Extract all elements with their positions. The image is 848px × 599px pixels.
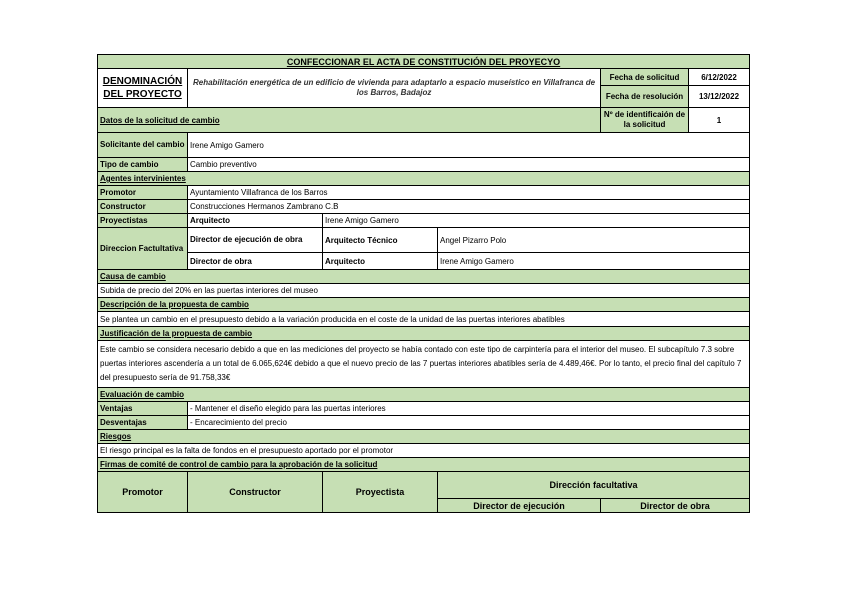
signature-proyectista: Proyectista (323, 472, 438, 513)
direccion-facultativa-label: Direccion Factultativa (98, 228, 188, 270)
cause-header: Causa de cambio (98, 270, 750, 284)
change-type-value: Cambio preventivo (188, 158, 750, 172)
risks-header: Riesgos (98, 430, 750, 444)
change-request-header: Datos de la solicitud de cambio (98, 108, 601, 133)
proposal-header: Descripción de la propuesta de cambio (98, 298, 750, 312)
applicant-value: Irene Amigo Gamero (188, 133, 750, 158)
resolution-date-label: Fecha de resolución (601, 86, 689, 108)
risks-text: El riesgo principal es la falta de fondos en el presupuesto aportado por el promotor (98, 444, 750, 458)
advantages-value: - Mantener el diseño elegido para las puertas interiores (188, 402, 750, 416)
change-type-label: Tipo de cambio (98, 158, 188, 172)
director-obra-label: Director de obra (188, 253, 323, 270)
disadvantages-value: - Encarecimiento del precio (188, 416, 750, 430)
project-description: Rehabilitación energética de un edificio de vivienda para adaptarlo a espacio museístico en Villafranca de los Barros, Badajoz (188, 69, 601, 108)
constructor-label: Constructor (98, 200, 188, 214)
justification-header: Justificación de la propuesta de cambio (98, 327, 750, 341)
applicant-label: Solicitante del cambio (98, 133, 188, 158)
director-ejecucion-label: Director de ejecución de obra (188, 228, 323, 253)
proposal-text: Se plantea un cambio en el presupuesto debido a la variación producida en el coste de la unidad de las puertas interiores abatibles (98, 312, 750, 327)
change-request-form (97, 54, 750, 513)
agents-header: Agentes intervinientes (98, 172, 750, 186)
request-id-value: 1 (689, 108, 750, 133)
signature-promotor: Promotor (98, 472, 188, 513)
director-ejecucion-role: Arquitecto Técnico (323, 228, 438, 253)
signature-constructor: Constructor (188, 472, 323, 513)
request-date-label: Fecha de solicitud (601, 69, 689, 86)
form-title: CONFECCIONAR EL ACTA DE CONSTITUCIÓN DEL PROYECYO (98, 55, 750, 69)
advantages-label: Ventajas (98, 402, 188, 416)
director-obra-value: Irene Amigo Gamero (438, 253, 750, 270)
proyectistas-value: Irene Amigo Gamero (323, 214, 750, 228)
justification-text: Este cambio se considera necesario debido a que en las mediciones del proyecto se había contado con este tipo de carpintería para el interior del museo. El subcapítulo 7.3 sobre puertas interiores ascendería a un total de 6.065,624€ debido a que el nuevo precio de las 7 puertas interiores abatibles sería de 4.489,46€. Por lo tanto, el precio final del capítulo 7 del presupuesto sería de 91.758,33€ (98, 341, 750, 388)
director-ejecucion-value: Angel Pizarro Polo (438, 228, 750, 253)
director-obra-role: Arquitecto (323, 253, 438, 270)
constructor-value: Construcciones Hermanos Zambrano C.B (188, 200, 750, 214)
signature-direccion-facultativa: Dirección facultativa (438, 472, 750, 499)
request-date-value: 6/12/2022 (689, 69, 750, 86)
signature-director-ejecucion: Director de ejecución (438, 499, 601, 513)
disadvantages-label: Desventajas (98, 416, 188, 430)
resolution-date-value: 13/12/2022 (689, 86, 750, 108)
proyectistas-label: Proyectistas (98, 214, 188, 228)
evaluation-header: Evaluación de cambio (98, 388, 750, 402)
promotor-value: Ayuntamiento Villafranca de los Barros (188, 186, 750, 200)
signature-director-obra: Director de obra (601, 499, 750, 513)
cause-text: Subida de precio del 20% en las puertas interiores del museo (98, 284, 750, 298)
promotor-label: Promotor (98, 186, 188, 200)
request-id-label: Nº de identificaión de la solicitud (601, 108, 689, 133)
signatures-header: Firmas de comité de control de cambio para la aprobación de la solicitud (98, 458, 750, 472)
proyectistas-role: Arquitecto (188, 214, 323, 228)
project-label: DENOMINACIÓN DEL PROYECTO (98, 69, 188, 108)
